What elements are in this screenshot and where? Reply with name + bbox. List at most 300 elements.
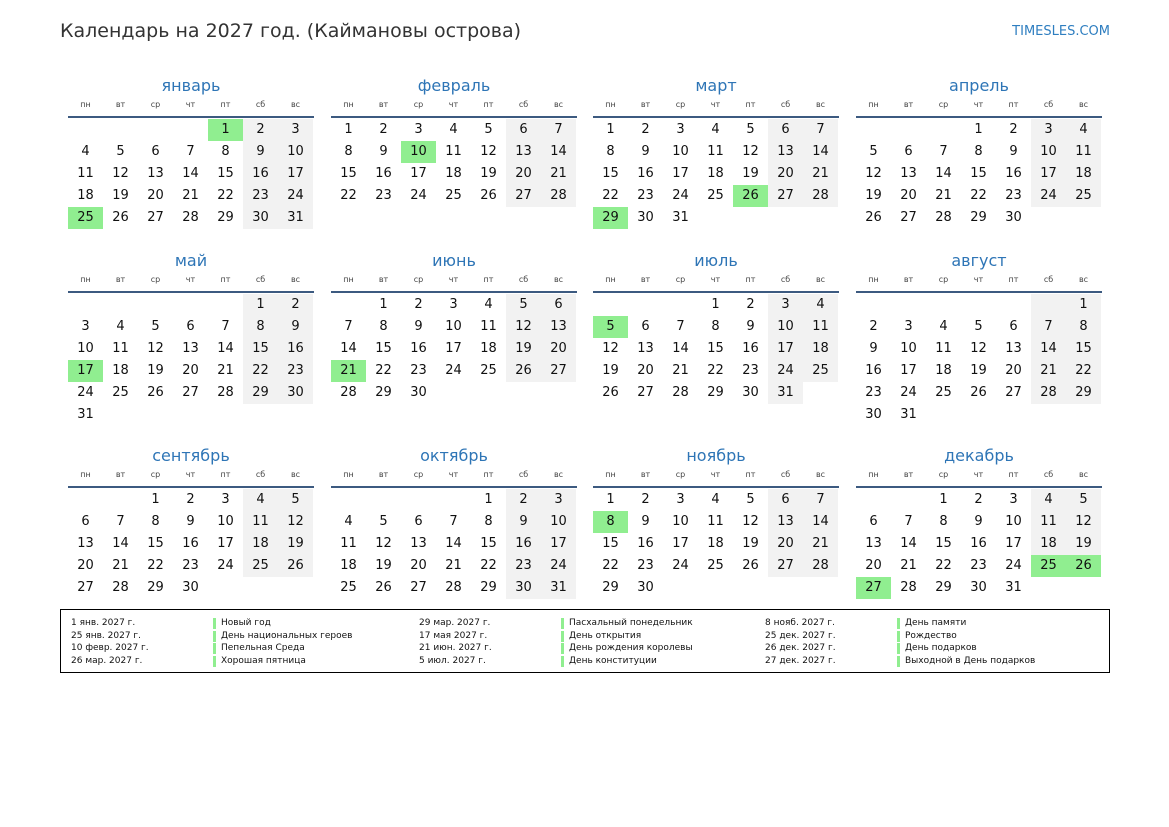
day-cell: 29	[480, 580, 497, 595]
legend-holiday-name: Хорошая пятница	[221, 656, 306, 667]
day-cell: 8	[484, 514, 493, 529]
day-cell: 2	[746, 297, 755, 312]
day-grid	[331, 489, 577, 599]
day-cell: 9	[746, 319, 755, 334]
day-cell: 18	[707, 166, 724, 181]
day-cell: 23	[410, 363, 427, 378]
empty-day-cell	[366, 489, 401, 511]
day-cell: 30	[1005, 210, 1022, 225]
day-cell: 21	[331, 360, 366, 382]
day-cell: 31	[77, 407, 94, 422]
day-cell: 16	[865, 363, 882, 378]
weekday-label: пн	[868, 470, 879, 479]
month-name: август	[951, 251, 1007, 270]
day-cell: 9	[186, 514, 195, 529]
day-cell: 3	[676, 492, 685, 507]
header-rule	[331, 486, 577, 488]
month-2	[331, 75, 577, 207]
day-grid	[68, 119, 314, 229]
day-cell: 23	[637, 558, 654, 573]
empty-day-cell	[698, 207, 733, 229]
weekday-header	[593, 275, 839, 289]
day-cell: 18	[77, 188, 94, 203]
header-rule	[593, 486, 839, 488]
day-cell: 25	[707, 558, 724, 573]
day-cell: 7	[904, 514, 913, 529]
day-cell: 26	[970, 385, 987, 400]
day-cell: 7	[541, 119, 576, 141]
weekday-label: пт	[1008, 100, 1019, 109]
weekday-label: ср	[675, 100, 686, 109]
weekday-label: вт	[903, 100, 914, 109]
day-cell: 14	[900, 536, 917, 551]
day-cell: 7	[939, 144, 948, 159]
day-cell: 21	[1031, 360, 1066, 382]
day-cell: 10	[217, 514, 234, 529]
day-cell: 29	[147, 580, 164, 595]
day-cell: 26	[602, 385, 619, 400]
day-cell: 1	[939, 492, 948, 507]
month-name: февраль	[417, 76, 491, 95]
day-cell: 28	[217, 385, 234, 400]
day-cell: 16	[506, 533, 541, 555]
legend-holiday-name: Выходной в День подарков	[905, 656, 1036, 667]
day-cell: 18	[243, 533, 278, 555]
day-cell: 1	[379, 297, 388, 312]
legend-date: 21 июн. 2027 г.	[419, 643, 492, 654]
day-cell: 21	[672, 363, 689, 378]
empty-day-cell	[138, 404, 173, 426]
day-cell: 15	[217, 166, 234, 181]
day-cell: 14	[672, 341, 689, 356]
empty-day-cell	[1031, 207, 1066, 229]
day-cell: 22	[602, 188, 619, 203]
day-cell: 21	[541, 163, 576, 185]
weekday-label: пт	[220, 275, 231, 284]
day-cell: 28	[182, 210, 199, 225]
day-cell: 2	[641, 492, 650, 507]
day-cell: 26	[742, 558, 759, 573]
day-cell: 26	[147, 385, 164, 400]
weekday-label: вс	[553, 100, 564, 109]
weekday-label: пт	[1008, 275, 1019, 284]
day-cell: 26	[506, 360, 541, 382]
day-cell: 14	[340, 341, 357, 356]
day-cell: 8	[1066, 316, 1101, 338]
day-cell: 13	[1005, 341, 1022, 356]
day-cell: 14	[112, 536, 129, 551]
day-cell: 6	[768, 119, 803, 141]
day-cell: 17	[1005, 536, 1022, 551]
weekday-label: пт	[745, 275, 756, 284]
day-cell: 29	[1066, 382, 1101, 404]
day-cell: 8	[379, 319, 388, 334]
day-cell: 27	[1005, 385, 1022, 400]
day-cell: 6	[186, 319, 195, 334]
day-cell: 16	[410, 341, 427, 356]
day-cell: 1	[606, 122, 615, 137]
day-grid	[331, 294, 577, 404]
day-cell: 20	[865, 558, 882, 573]
day-cell: 18	[935, 363, 952, 378]
day-cell: 21	[445, 558, 462, 573]
weekday-label: пт	[483, 275, 494, 284]
day-cell: 12	[865, 166, 882, 181]
legend-date: 26 мар. 2027 г.	[71, 656, 143, 667]
day-cell: 18	[1066, 163, 1101, 185]
day-cell: 30	[742, 385, 759, 400]
day-cell: 3	[449, 297, 458, 312]
empty-day-cell	[68, 119, 103, 141]
day-grid	[856, 294, 1102, 426]
day-cell: 6	[414, 514, 423, 529]
day-cell: 2	[974, 492, 983, 507]
day-cell: 2	[379, 122, 388, 137]
month-10	[331, 445, 577, 599]
weekday-header	[856, 275, 1102, 289]
day-cell: 8	[606, 144, 615, 159]
day-cell: 28	[445, 580, 462, 595]
empty-day-cell	[103, 404, 138, 426]
day-cell: 27	[147, 210, 164, 225]
day-cell: 29	[602, 580, 619, 595]
day-cell: 7	[676, 319, 685, 334]
day-cell: 28	[803, 185, 838, 207]
weekday-label: сб	[518, 470, 529, 479]
day-cell: 15	[1066, 338, 1101, 360]
legend-date: 5 июл. 2027 г.	[419, 656, 486, 667]
day-cell: 13	[900, 166, 917, 181]
day-cell: 3	[1009, 492, 1018, 507]
header-rule	[68, 486, 314, 488]
weekday-label: пт	[483, 470, 494, 479]
day-cell: 4	[711, 492, 720, 507]
empty-day-cell	[593, 294, 628, 316]
day-cell: 7	[221, 319, 230, 334]
weekday-label: пн	[343, 275, 354, 284]
empty-day-cell	[768, 577, 803, 599]
weekday-label: чт	[710, 470, 721, 479]
day-cell: 28	[340, 385, 357, 400]
legend-item	[765, 642, 1035, 655]
empty-day-cell	[1031, 404, 1066, 426]
day-cell: 29	[593, 207, 628, 229]
day-cell: 27	[77, 580, 94, 595]
day-cell: 5	[116, 144, 125, 159]
weekday-header	[331, 275, 577, 289]
empty-day-cell	[856, 294, 891, 316]
day-cell: 24	[672, 558, 689, 573]
month-1	[68, 75, 314, 229]
day-cell: 18	[803, 338, 838, 360]
legend-item	[71, 655, 352, 668]
day-cell: 20	[1005, 363, 1022, 378]
day-cell: 23	[970, 558, 987, 573]
day-cell: 19	[480, 166, 497, 181]
weekday-header	[68, 470, 314, 484]
empty-day-cell	[1066, 207, 1101, 229]
day-cell: 25	[112, 385, 129, 400]
legend-holiday-name: День конституции	[569, 656, 657, 667]
day-cell: 30	[637, 580, 654, 595]
day-cell: 17	[445, 341, 462, 356]
weekday-label: вт	[903, 470, 914, 479]
day-cell: 17	[410, 166, 427, 181]
day-grid	[856, 489, 1102, 599]
weekday-label: пн	[80, 470, 91, 479]
day-cell: 15	[147, 536, 164, 551]
empty-day-cell	[961, 404, 996, 426]
empty-day-cell	[1031, 294, 1066, 316]
day-cell: 24	[1005, 558, 1022, 573]
day-cell: 21	[112, 558, 129, 573]
day-cell: 5	[379, 514, 388, 529]
day-cell: 9	[379, 144, 388, 159]
weekday-label: вс	[1078, 470, 1089, 479]
weekday-label: сб	[780, 100, 791, 109]
weekday-label: вт	[378, 275, 389, 284]
day-cell: 10	[672, 514, 689, 529]
day-cell: 19	[742, 166, 759, 181]
legend-item	[419, 630, 693, 643]
day-cell: 15	[970, 166, 987, 181]
day-cell: 11	[243, 511, 278, 533]
day-cell: 10	[445, 319, 462, 334]
site-link[interactable]: TIMESLES.COM	[1012, 24, 1110, 39]
empty-day-cell	[471, 382, 506, 404]
day-cell: 5	[506, 294, 541, 316]
empty-day-cell	[541, 382, 576, 404]
day-cell: 30	[278, 382, 313, 404]
day-cell: 31	[672, 210, 689, 225]
day-cell: 30	[410, 385, 427, 400]
day-cell: 1	[243, 294, 278, 316]
day-cell: 1	[208, 119, 243, 141]
day-cell: 3	[221, 492, 230, 507]
day-cell: 12	[147, 341, 164, 356]
day-cell: 11	[480, 319, 497, 334]
day-cell: 4	[449, 122, 458, 137]
day-cell: 17	[900, 363, 917, 378]
day-cell: 28	[900, 580, 917, 595]
empty-day-cell	[173, 294, 208, 316]
day-cell: 4	[939, 319, 948, 334]
day-cell: 8	[151, 514, 160, 529]
day-cell: 9	[974, 514, 983, 529]
month-name: март	[695, 76, 737, 95]
day-cell: 5	[869, 144, 878, 159]
empty-day-cell	[663, 294, 698, 316]
weekday-label: вс	[815, 100, 826, 109]
legend-holiday-name: День рождения королевы	[569, 643, 693, 654]
day-cell: 2	[278, 294, 313, 316]
empty-day-cell	[733, 577, 768, 599]
weekday-label: чт	[973, 100, 984, 109]
day-cell: 13	[865, 536, 882, 551]
empty-day-cell	[663, 577, 698, 599]
day-cell: 18	[112, 363, 129, 378]
day-cell: 17	[217, 536, 234, 551]
day-cell: 11	[803, 316, 838, 338]
day-cell: 27	[637, 385, 654, 400]
empty-day-cell	[173, 404, 208, 426]
day-grid	[68, 489, 314, 599]
legend-item	[71, 617, 352, 630]
day-cell: 26	[733, 185, 768, 207]
day-cell: 11	[445, 144, 462, 159]
day-cell: 14	[803, 141, 838, 163]
weekday-label: вс	[815, 275, 826, 284]
holiday-legend	[60, 609, 1110, 673]
day-cell: 27	[900, 210, 917, 225]
day-cell: 12	[112, 166, 129, 181]
day-cell: 28	[541, 185, 576, 207]
day-cell: 19	[602, 363, 619, 378]
day-cell: 6	[506, 119, 541, 141]
day-cell: 5	[746, 122, 755, 137]
weekday-header	[593, 470, 839, 484]
day-cell: 10	[278, 141, 313, 163]
day-cell: 27	[541, 360, 576, 382]
empty-day-cell	[996, 294, 1031, 316]
weekday-label: сб	[1043, 470, 1054, 479]
empty-day-cell	[103, 489, 138, 511]
day-cell: 4	[81, 144, 90, 159]
empty-day-cell	[803, 577, 838, 599]
empty-day-cell	[996, 404, 1031, 426]
day-cell: 4	[711, 122, 720, 137]
day-cell: 20	[768, 163, 803, 185]
day-grid	[331, 119, 577, 207]
day-cell: 5	[484, 122, 493, 137]
day-cell: 28	[1031, 382, 1066, 404]
day-cell: 21	[900, 558, 917, 573]
day-cell: 5	[593, 316, 628, 338]
day-cell: 1	[606, 492, 615, 507]
day-grid	[856, 119, 1102, 229]
day-cell: 9	[243, 141, 278, 163]
weekday-label: ср	[150, 470, 161, 479]
legend-item	[71, 642, 352, 655]
header-rule	[331, 291, 577, 293]
day-cell: 11	[340, 536, 357, 551]
day-cell: 1	[1066, 294, 1101, 316]
day-cell: 11	[1031, 511, 1066, 533]
day-cell: 20	[768, 533, 803, 555]
header-rule	[856, 486, 1102, 488]
weekday-header	[68, 100, 314, 114]
legend-item	[419, 655, 693, 668]
day-cell: 27	[768, 185, 803, 207]
day-cell: 6	[641, 319, 650, 334]
weekday-label: пн	[343, 470, 354, 479]
day-cell: 9	[414, 319, 423, 334]
day-cell: 16	[742, 341, 759, 356]
day-cell: 9	[869, 341, 878, 356]
day-cell: 15	[602, 536, 619, 551]
legend-holiday-name: Рождество	[905, 630, 957, 641]
header-rule	[856, 116, 1102, 118]
weekday-label: ср	[150, 100, 161, 109]
day-cell: 3	[904, 319, 913, 334]
legend-date: 26 дек. 2027 г.	[765, 643, 836, 654]
day-cell: 13	[541, 316, 576, 338]
day-cell: 14	[217, 341, 234, 356]
legend-date: 1 янв. 2027 г.	[71, 618, 136, 628]
empty-day-cell	[856, 489, 891, 511]
day-cell: 6	[869, 514, 878, 529]
day-cell: 24	[278, 185, 313, 207]
empty-day-cell	[208, 404, 243, 426]
day-cell: 3	[81, 319, 90, 334]
day-cell: 24	[410, 188, 427, 203]
legend-holiday-name: Пасхальный понедельник	[569, 618, 693, 628]
weekday-label: ср	[938, 275, 949, 284]
day-cell: 3	[541, 489, 576, 511]
day-cell: 13	[506, 141, 541, 163]
weekday-label: чт	[185, 470, 196, 479]
month-6	[331, 250, 577, 404]
day-cell: 6	[541, 294, 576, 316]
day-cell: 7	[186, 144, 195, 159]
weekday-label: сб	[255, 470, 266, 479]
weekday-header	[593, 100, 839, 114]
day-cell: 16	[278, 338, 313, 360]
day-cell: 31	[278, 207, 313, 229]
day-cell: 16	[182, 536, 199, 551]
day-cell: 11	[707, 514, 724, 529]
day-cell: 22	[602, 558, 619, 573]
day-cell: 18	[707, 536, 724, 551]
day-cell: 7	[344, 319, 353, 334]
weekday-label: ср	[413, 100, 424, 109]
weekday-header	[856, 100, 1102, 114]
day-cell: 16	[243, 163, 278, 185]
weekday-label: ср	[150, 275, 161, 284]
day-cell: 17	[278, 163, 313, 185]
day-cell: 17	[672, 536, 689, 551]
day-cell: 22	[935, 558, 952, 573]
weekday-label: пн	[343, 100, 354, 109]
legend-date: 29 мар. 2027 г.	[419, 618, 491, 628]
day-cell: 8	[711, 319, 720, 334]
day-cell: 4	[344, 514, 353, 529]
day-cell: 20	[637, 363, 654, 378]
day-cell: 2	[869, 319, 878, 334]
day-cell: 8	[974, 144, 983, 159]
legend-holiday-name: День памяти	[905, 618, 967, 628]
day-cell: 9	[641, 514, 650, 529]
day-cell: 17	[541, 533, 576, 555]
day-cell: 27	[182, 385, 199, 400]
weekday-label: пн	[868, 275, 879, 284]
empty-day-cell	[803, 382, 838, 404]
day-cell: 7	[803, 119, 838, 141]
empty-day-cell	[208, 577, 243, 599]
day-cell: 28	[672, 385, 689, 400]
day-cell: 10	[1005, 514, 1022, 529]
header-rule	[856, 291, 1102, 293]
weekday-label: чт	[448, 275, 459, 284]
empty-day-cell	[401, 489, 436, 511]
day-cell: 3	[1031, 119, 1066, 141]
day-cell: 13	[182, 341, 199, 356]
day-cell: 4	[1066, 119, 1101, 141]
weekday-label: пн	[80, 100, 91, 109]
day-cell: 21	[935, 188, 952, 203]
empty-day-cell	[243, 404, 278, 426]
day-cell: 2	[641, 122, 650, 137]
